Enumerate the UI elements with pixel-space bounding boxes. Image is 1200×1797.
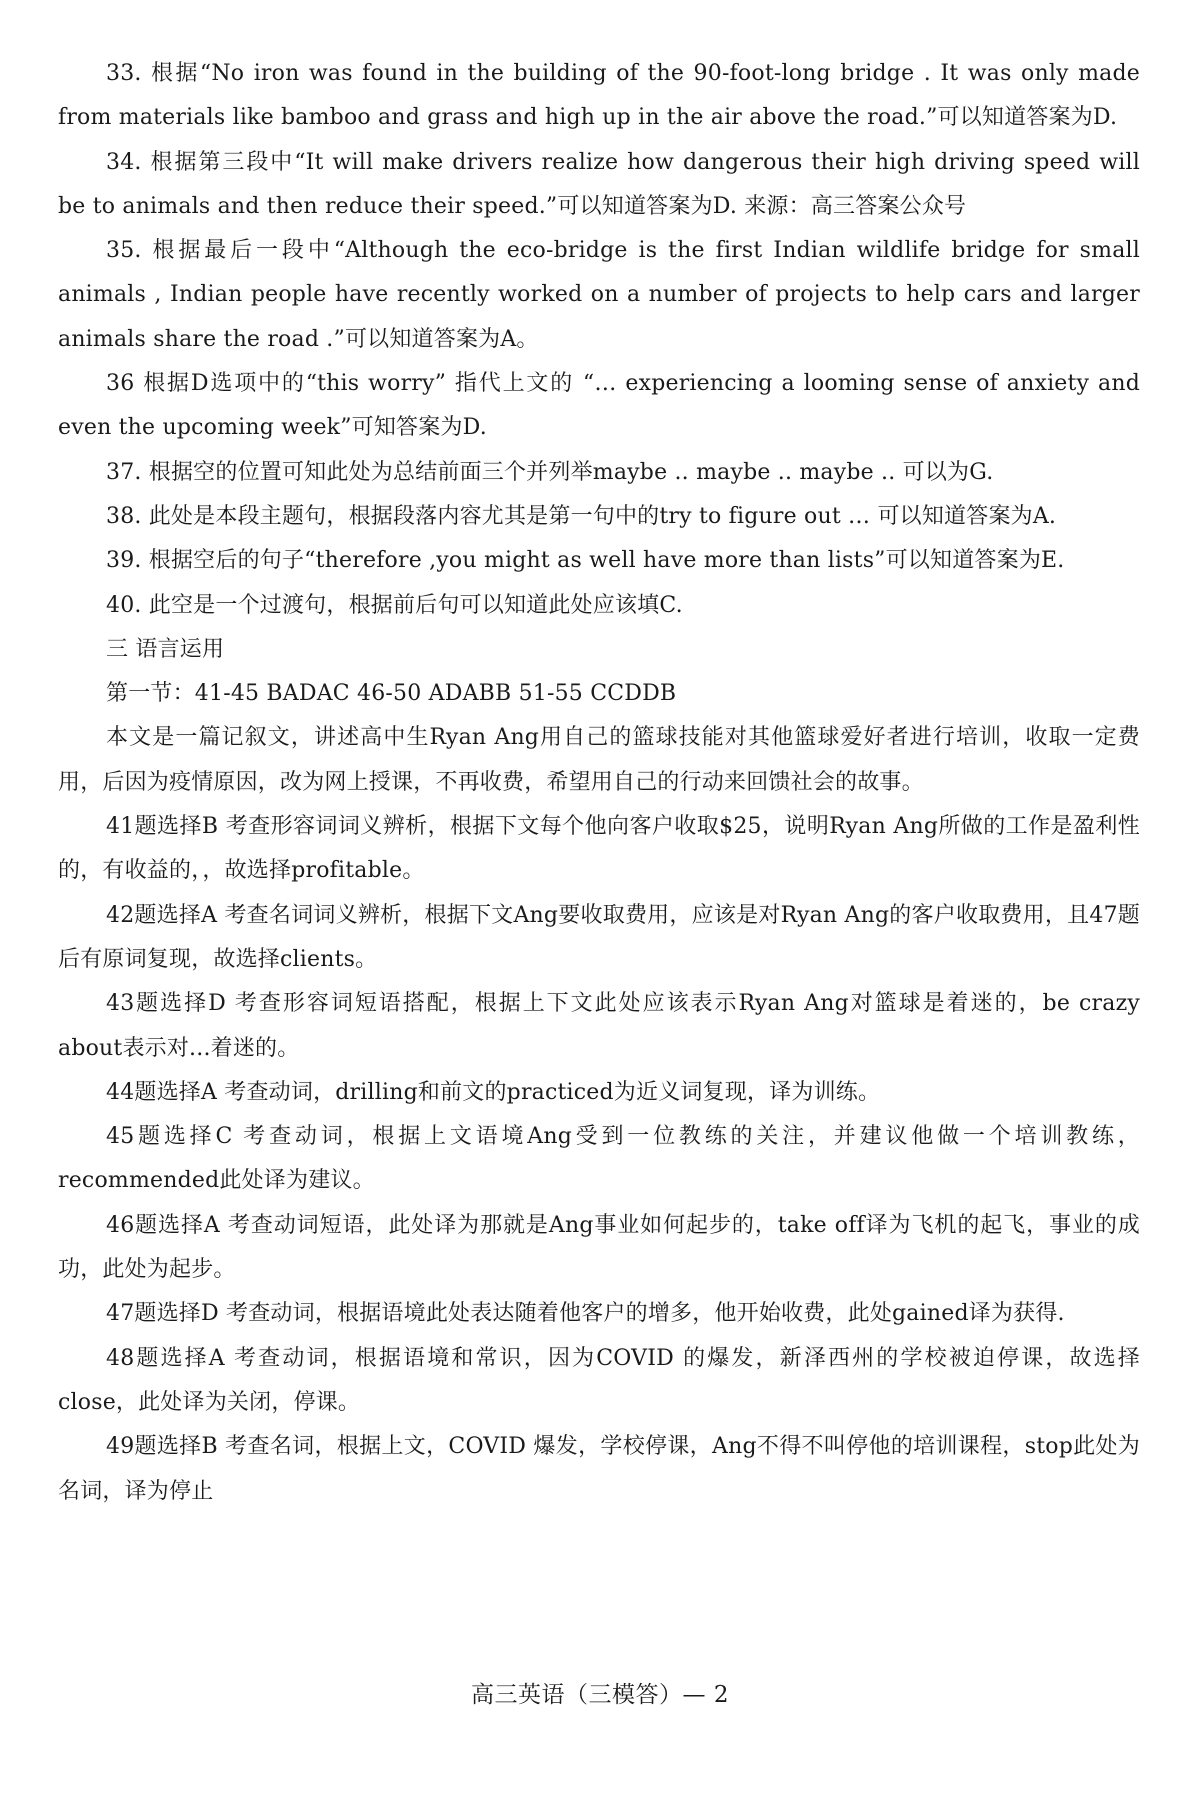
explanation-40: 40. 此空是一个过渡句，根据前后句可以知道此处应该填C. [106, 592, 683, 618]
page-footer: 高三英语（三模答）— 2 [471, 1682, 729, 1708]
explanation-34: 34. 根据第三段中“It will make drivers realize how dangerous their high driving speed will be to animals and then reduce their speed.”可以知道答案为D. 来源：高三答案公众号 [58, 149, 1140, 219]
section-heading: 三 语言运用 [106, 636, 225, 662]
passage-summary: 本文是一篇记叙文，讲述高中生Ryan Ang用自己的篮球技能对其他篮球爱好者进行培训，收取一定费用，后因为疫情原因，改为网上授课，不再收费，希望用自己的行动来回馈社会的故事。 [58, 725, 1140, 795]
explanation-44: 44题选择A 考查动词，drilling和前文的practiced为近义词复现，译为训练。 [106, 1079, 881, 1105]
explanation-46: 46题选择A 考查动词短语，此处译为那就是Ang事业如何起步的，take off译为飞机的起飞，事业的成功，此处为起步。 [58, 1212, 1140, 1283]
answer-key: 第一节：41-45 BADAC 46-50 ADABB 51-55 CCDDB [106, 681, 677, 707]
explanation-36: 36 根据D选项中的“this worry” 指代上文的 “… experiencing a looming sense of anxiety and even the upcoming week”可知答案为D. [58, 371, 1140, 441]
explanation-49: 49题选择B 考查名词，根据上文，COVID 爆发，学校停课，Ang不得不叫停他的培训课程，stop此处为名词，译为停止 [58, 1434, 1140, 1504]
answer-explanations [58, 52, 1140, 1514]
explanation-43: 43题选择D 考查形容词短语搭配，根据上下文此处应该表示Ryan Ang对篮球是着迷的，be crazy about表示对...着迷的。 [58, 991, 1140, 1061]
explanation-45: 45题选择C 考查动词，根据上文语境Ang受到一位教练的关注，并建议他做一个培训教练，recommended此处译为建议。 [58, 1124, 1140, 1194]
explanation-48: 48题选择A 考查动词，根据语境和常识，因为COVID 的爆发，新泽西州的学校被迫停课，故选择close，此处译为关闭，停课。 [58, 1345, 1140, 1415]
explanation-39: 39. 根据空后的句子“therefore ,you might as well have more than lists”可以知道答案为E. [106, 548, 1065, 574]
explanation-41: 41题选择B 考查形容词词义辨析，根据下文每个他向客户收取$25，说明Ryan Ang所做的工作是盈利性的，有收益的，，故选择profitable。 [58, 814, 1140, 884]
explanation-35: 35. 根据最后一段中“Although the eco-bridge is the first Indian wildlife bridge for small animals , Indian people have recently worked on a number of projects to help cars and larger animals share the road .”可以知道答案为A。 [58, 238, 1140, 352]
explanation-38: 38. 此处是本段主题句，根据段落内容尤其是第一句中的try to figure out … 可以知道答案为A. [106, 503, 1057, 529]
explanation-47: 47题选择D 考查动词，根据语境此处表达随着他客户的增多，他开始收费，此处gained译为获得. [106, 1301, 1065, 1327]
explanation-37: 37. 根据空的位置可知此处为总结前面三个并列举maybe .. maybe .. maybe .. 可以为G. [106, 459, 994, 485]
explanation-42: 42题选择A 考查名词词义辨析，根据下文Ang要收取费用，应该是对Ryan Ang的客户收取费用，且47题后有原词复现，故选择clients。 [58, 902, 1140, 972]
explanation-33: 33. 根据“No iron was found in the building of the 90-foot-long bridge . It was only made from materials like bamboo and grass and high up in the air above the road.”可以知道答案为D. [58, 61, 1140, 131]
